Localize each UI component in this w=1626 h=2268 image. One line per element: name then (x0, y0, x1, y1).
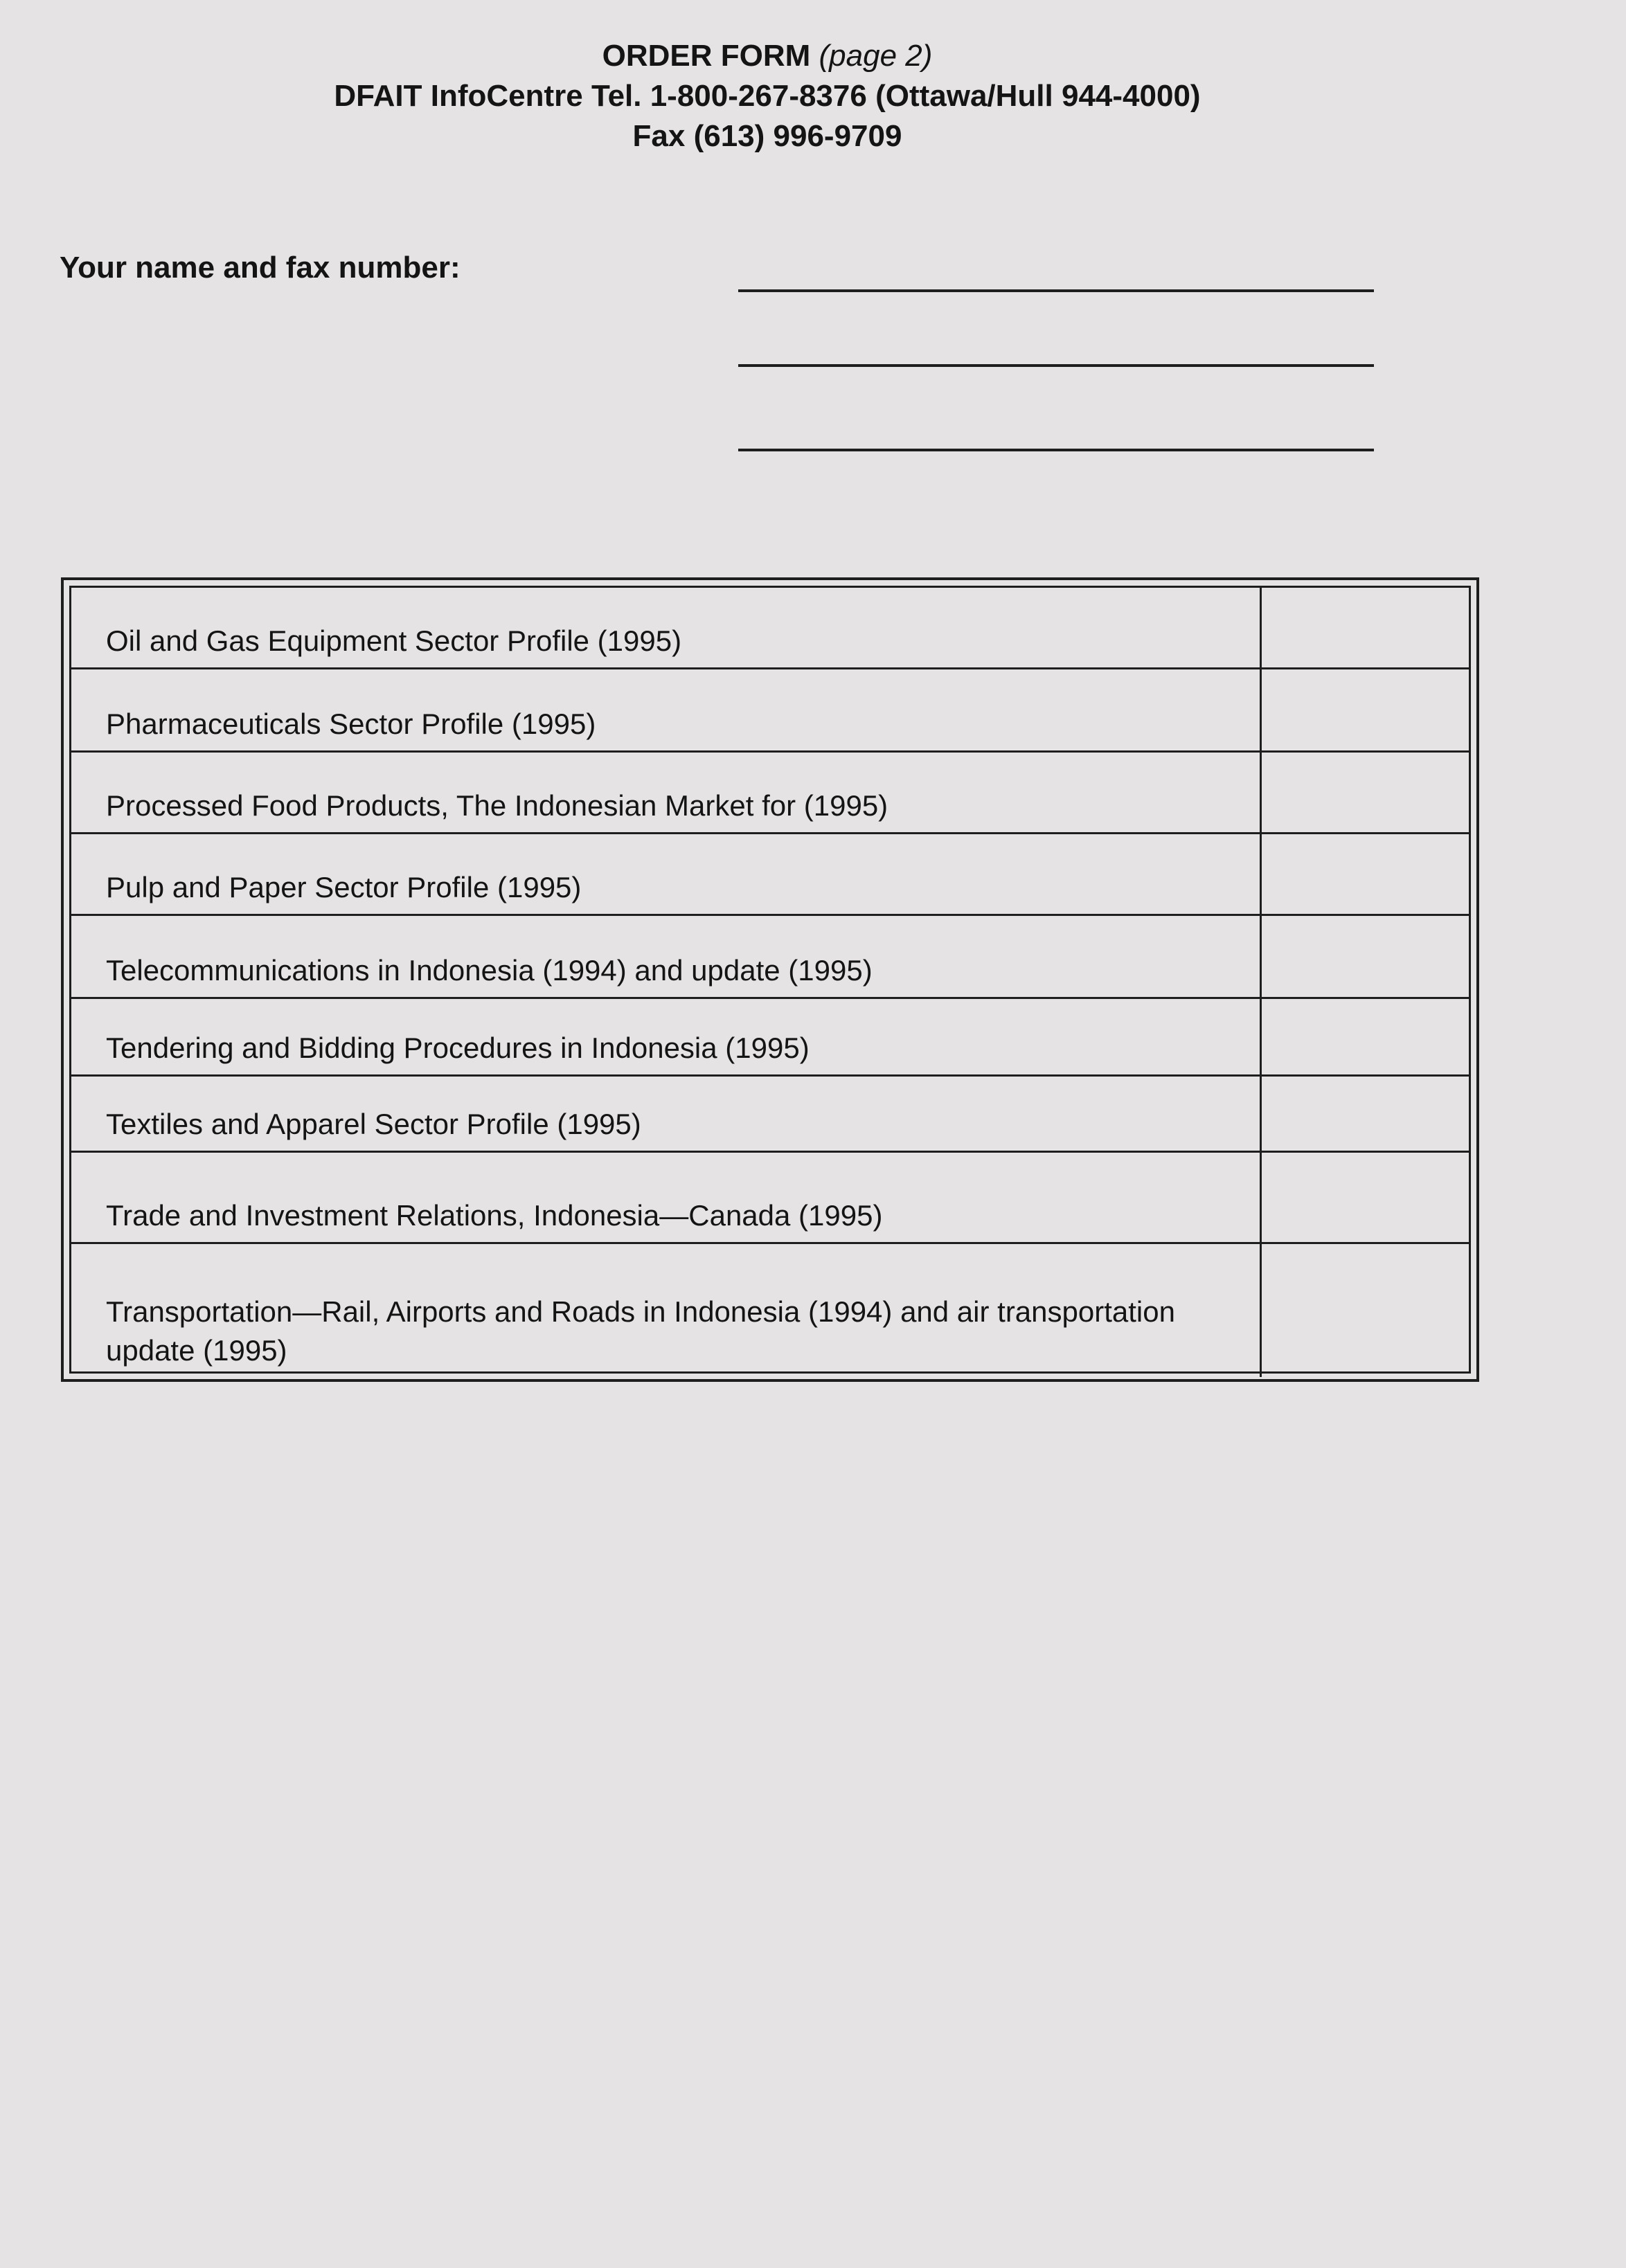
order-row-telecommunications (71, 916, 1469, 999)
title-suffix: (page 2) (819, 39, 933, 73)
order-checkbox-cell[interactable] (1260, 1244, 1262, 1377)
order-item-label: Processed Food Products, The Indonesian Market for (1995) (106, 789, 888, 822)
name-fax-line-2[interactable] (738, 364, 1374, 367)
order-checkbox-cell[interactable] (1260, 588, 1262, 667)
order-checkbox-cell[interactable] (1260, 916, 1262, 997)
order-row-tendering (71, 999, 1469, 1077)
order-item-label: Oil and Gas Equipment Sector Profile (1995) (106, 624, 682, 657)
name-fax-line-1[interactable] (738, 289, 1374, 292)
order-row-pulp-paper (71, 834, 1469, 916)
order-checkbox-cell[interactable] (1260, 1077, 1262, 1151)
order-checkbox-cell[interactable] (1260, 1153, 1262, 1242)
name-fax-label: Your name and fax number: (60, 251, 461, 285)
order-table-inner (69, 586, 1471, 1374)
order-item-label: Trade and Investment Relations, Indonesia—Canada (1995) (106, 1199, 883, 1232)
order-checkbox-cell[interactable] (1260, 753, 1262, 832)
title-text: ORDER FORM (602, 39, 811, 73)
contact-line: DFAIT InfoCentre Tel. 1-800-267-8376 (Ottawa/Hull 944-4000) (334, 79, 1201, 113)
order-item-label: Pulp and Paper Sector Profile (1995) (106, 871, 582, 903)
order-row-transportation (71, 1244, 1469, 1377)
order-item-label: Pharmaceuticals Sector Profile (1995) (106, 708, 596, 740)
order-checkbox-cell[interactable] (1260, 999, 1262, 1074)
order-row-textiles (71, 1077, 1469, 1153)
order-checkbox-cell[interactable] (1260, 834, 1262, 914)
name-fax-line-3[interactable] (738, 449, 1374, 451)
order-item-label: Transportation—Rail, Airports and Roads in Indonesia (1994) and air transportation update (1995) (106, 1295, 1175, 1367)
order-item-label: Tendering and Bidding Procedures in Indonesia (1995) (106, 1032, 810, 1064)
order-row-oil-gas (71, 588, 1469, 669)
order-table (61, 577, 1479, 1382)
page-title (0, 36, 1535, 76)
order-item-label: Textiles and Apparel Sector Profile (1995) (106, 1108, 641, 1140)
order-row-trade-investment (71, 1153, 1469, 1244)
order-item-label: Telecommunications in Indonesia (1994) and update (1995) (106, 954, 873, 987)
fax-line: Fax (613) 996-9709 (632, 119, 902, 153)
order-checkbox-cell[interactable] (1260, 669, 1262, 750)
order-form-header (0, 36, 1535, 156)
order-row-processed-food (71, 753, 1469, 834)
order-row-pharmaceuticals (71, 669, 1469, 753)
